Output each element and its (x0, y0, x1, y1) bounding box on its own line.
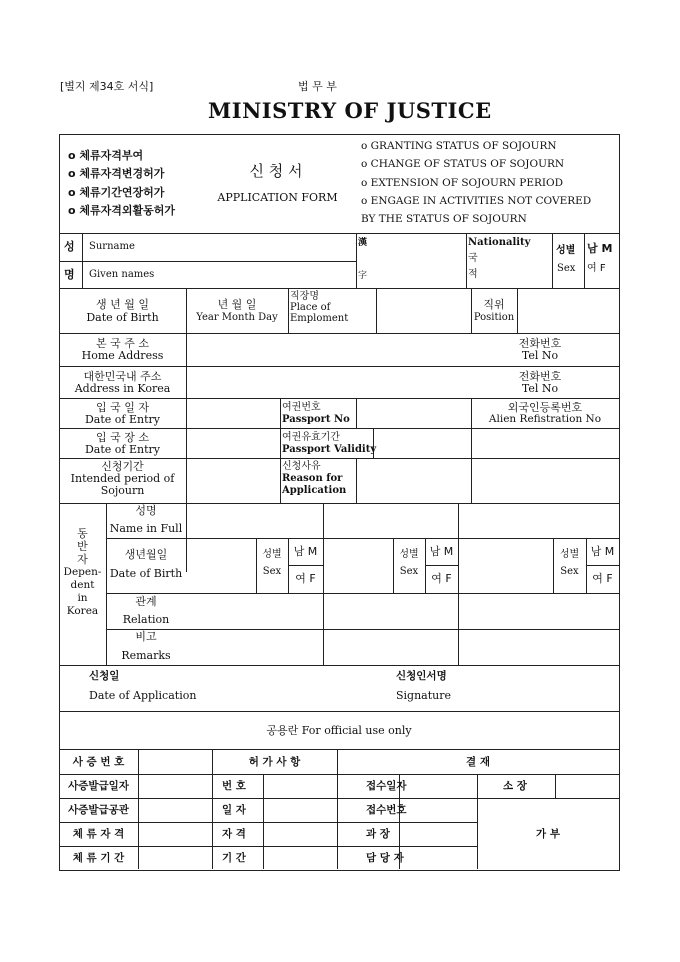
form-title-kr: 신 청 서 (249, 162, 303, 180)
permit-header: 허 가 사 항 (248, 756, 301, 768)
nationality-label: Nationality (468, 237, 531, 248)
dep2-name-field[interactable] (324, 504, 457, 537)
application-date-field[interactable] (210, 667, 380, 709)
dep3-dob-field[interactable] (459, 539, 552, 592)
tel-label-kr: 전화번호 (518, 370, 562, 383)
official-use-title: 공용란 For official use only (266, 724, 412, 737)
purpose-kr-option[interactable]: ο 체류자격외활동허가 (68, 204, 176, 217)
purpose-en-option: BY THE STATUS OF SOJOURN (361, 213, 527, 225)
dep2-male-option[interactable]: 남 M (429, 545, 454, 558)
entry-port-label-en: Date of Entry (84, 443, 160, 456)
dep-name-label-kr: 성명 (135, 504, 157, 517)
work-label-en: Place of (290, 302, 331, 313)
reason-label-en: Reason for (282, 473, 343, 484)
work-label-en: Emploment (290, 313, 349, 324)
ymd-label-kr[interactable]: 년 월 일 (217, 298, 257, 311)
period-label-en: Sojourn (100, 484, 145, 497)
dep3-female-option[interactable]: 여 F (592, 572, 613, 585)
seong-label: 성 (64, 240, 75, 253)
purpose-kr-option[interactable]: ο 체류자격부여 (68, 149, 144, 162)
reason-field[interactable] (357, 459, 470, 502)
dep1-dob-field[interactable] (187, 539, 255, 592)
tel-label-en: Tel No (521, 382, 559, 395)
period-of-stay-label: 체 류 기 간 (72, 852, 125, 864)
dob-label-kr: 생 년 월 일 (96, 298, 149, 311)
officer-in-charge-label: 담 당 자 (366, 852, 404, 864)
dep1-female-option[interactable]: 여 F (295, 572, 316, 585)
signature-label-en: Signature (396, 689, 452, 702)
home-address-label-en: Home Address (81, 349, 164, 362)
purpose-en-option[interactable]: ο CHANGE OF STATUS OF SOJOURN (361, 158, 565, 170)
visa-office-label: 사증발급공관 (68, 804, 129, 816)
dep2-sex-label-kr: 성별 (399, 549, 419, 560)
passport-no-label-en: Passport No (282, 414, 350, 425)
dep1-male-option[interactable]: 남 M (293, 545, 318, 558)
hanja-label: 字 (358, 271, 368, 281)
dob-label-en: Date of Birth (86, 311, 159, 324)
tel-label-kr: 전화번호 (518, 337, 562, 350)
purpose-kr-option[interactable]: ο 체류자격변경허가 (68, 167, 165, 180)
korea-address-field[interactable] (187, 367, 487, 397)
dep-dob-label-kr: 생년월일 (124, 548, 168, 561)
dep-remarks-label-kr: 비고 (135, 630, 157, 643)
sex-label-en: Sex (557, 263, 576, 274)
dep1-name-field[interactable] (187, 504, 322, 537)
form-number: [별지 제34호 서식] (60, 80, 154, 93)
entry-port-label-kr: 입 국 장 소 (96, 431, 149, 444)
dependent-en: in (77, 592, 88, 604)
reason-label-en: Application (282, 485, 347, 496)
dep3-sex-label-en: Sex (560, 566, 579, 577)
surname-label: Surname (89, 241, 135, 252)
period-label-en: Intended period of (70, 472, 175, 485)
visa-date-label: 사증발급일자 (68, 780, 129, 792)
entry-date-field[interactable] (187, 399, 279, 427)
permit-row-label: 자 격 (222, 828, 246, 840)
purpose-kr-option[interactable]: ο 체류기간연장허가 (68, 186, 165, 199)
section-chief-label: 과 장 (366, 828, 390, 840)
dep2-relation-field[interactable] (324, 594, 457, 628)
dep-relation-label-en: Relation (122, 613, 170, 626)
permit-row-label: 기 간 (222, 852, 246, 864)
dep2-remarks-field[interactable] (324, 630, 457, 664)
dep2-dob-field[interactable] (324, 539, 392, 592)
dep1-remarks-field[interactable] (187, 630, 322, 664)
position-label-kr: 직위 (483, 298, 505, 311)
dependent-kr: 반 (77, 540, 88, 553)
surname-field[interactable] (160, 235, 354, 259)
sex-female-option[interactable]: 여 F (587, 263, 606, 274)
given-names-field[interactable] (160, 263, 354, 287)
hanja-field[interactable] (372, 235, 464, 287)
ministry-title: MINISTRY OF JUSTICE (208, 98, 492, 123)
dependent-en: Korea (66, 605, 99, 617)
position-field[interactable] (518, 289, 618, 332)
workplace-field[interactable] (377, 289, 470, 332)
dep2-female-option[interactable]: 여 F (431, 572, 452, 585)
dep3-sex-label-kr: 성별 (559, 549, 580, 560)
alien-reg-label-en: Alien Refistration No (488, 413, 602, 425)
entry-port-field[interactable] (187, 429, 279, 457)
home-address-field[interactable] (187, 334, 487, 365)
dependent-en: Depen- (63, 566, 102, 578)
approve-reject-label[interactable]: 가 부 (536, 828, 560, 840)
ymd-label-en[interactable]: Year Month Day (196, 312, 278, 323)
reason-label-kr: 신청사유 (282, 461, 321, 472)
dep-relation-label-kr: 관계 (135, 595, 157, 608)
nationality-kr: 국 (468, 253, 478, 264)
dependent-kr: 자 (77, 553, 88, 566)
form-title-en: APPLICATION FORM (217, 191, 338, 204)
sex-male-option[interactable]: 남 M (587, 242, 613, 255)
receipt-date-label: 접수일자 (366, 780, 407, 792)
signature-label-kr: 신청인서명 (396, 670, 447, 682)
sex-label-kr: 성별 (556, 245, 576, 256)
dep-name-label-en: Name in Full (109, 522, 183, 535)
permit-row-label: 일 자 (222, 804, 246, 816)
dep1-relation-field[interactable] (187, 594, 322, 628)
purpose-en-option[interactable]: ο ENGAGE IN ACTIVITIES NOT COVERED (361, 195, 592, 207)
given-names-label: Given names (89, 269, 155, 280)
home-address-label-kr: 본 국 주 소 (96, 337, 149, 350)
passport-validity-field[interactable] (374, 429, 470, 457)
purpose-en-option[interactable]: ο EXTENSION OF SOJOURN PERIOD (361, 177, 564, 189)
dep3-male-option[interactable]: 남 M (590, 545, 615, 558)
hanja-label: 漢 (358, 238, 368, 248)
application-date-label-kr: 신청일 (89, 670, 120, 682)
passport-validity-label-kr: 여권유효기간 (282, 432, 340, 443)
ministry-kr: 법 무 부 (298, 80, 337, 93)
receipt-no-label: 접수번호 (366, 804, 407, 816)
alien-reg-label-kr: 외국인등록번호 (507, 401, 583, 414)
passport-no-field[interactable] (357, 399, 470, 427)
passport-validity-label-en: Passport Validity (282, 444, 377, 455)
purpose-en-option[interactable]: ο GRANTING STATUS OF SOJOURN (361, 140, 557, 152)
dep-dob-label-en: Date of Birth (109, 567, 183, 580)
entry-date-label-en: Date of Entry (84, 413, 160, 426)
work-label-kr: 직장명 (290, 291, 319, 302)
visa-no-label: 사 증 번 호 (72, 756, 125, 768)
signature-field[interactable] (460, 667, 616, 709)
period-label-kr: 신청기간 (101, 460, 144, 473)
dep3-remarks-field[interactable] (459, 630, 618, 664)
nationality-kr: 적 (468, 269, 478, 280)
position-label-en: Position (473, 312, 515, 323)
myeong-label: 명 (64, 268, 75, 281)
dependent-kr: 동 (77, 527, 88, 540)
entry-date-label-kr: 입 국 일 자 (96, 401, 149, 414)
application-date-label-en: Date of Application (89, 689, 197, 702)
director-label: 소 장 (503, 780, 527, 792)
tel-label-en: Tel No (521, 349, 559, 362)
dep1-sex-label-en: Sex (262, 566, 282, 577)
approval-header: 결 재 (466, 756, 490, 768)
period-field[interactable] (187, 459, 279, 502)
status-label: 체 류 자 격 (72, 828, 125, 840)
korea-address-label-en: Address in Korea (74, 382, 171, 395)
dep-remarks-label-en: Remarks (121, 649, 171, 662)
dep3-relation-field[interactable] (459, 594, 618, 628)
dep3-name-field[interactable] (459, 504, 618, 537)
korea-address-label-kr: 대한민국내 주소 (83, 370, 162, 383)
dep1-sex-label-kr: 성별 (262, 549, 282, 560)
passport-no-label-kr: 여권번호 (282, 402, 321, 413)
permit-row-label: 번 호 (222, 780, 246, 792)
dependent-en: dent (70, 579, 95, 591)
alien-reg-field[interactable] (472, 429, 618, 457)
dep2-sex-label-en: Sex (399, 566, 419, 577)
